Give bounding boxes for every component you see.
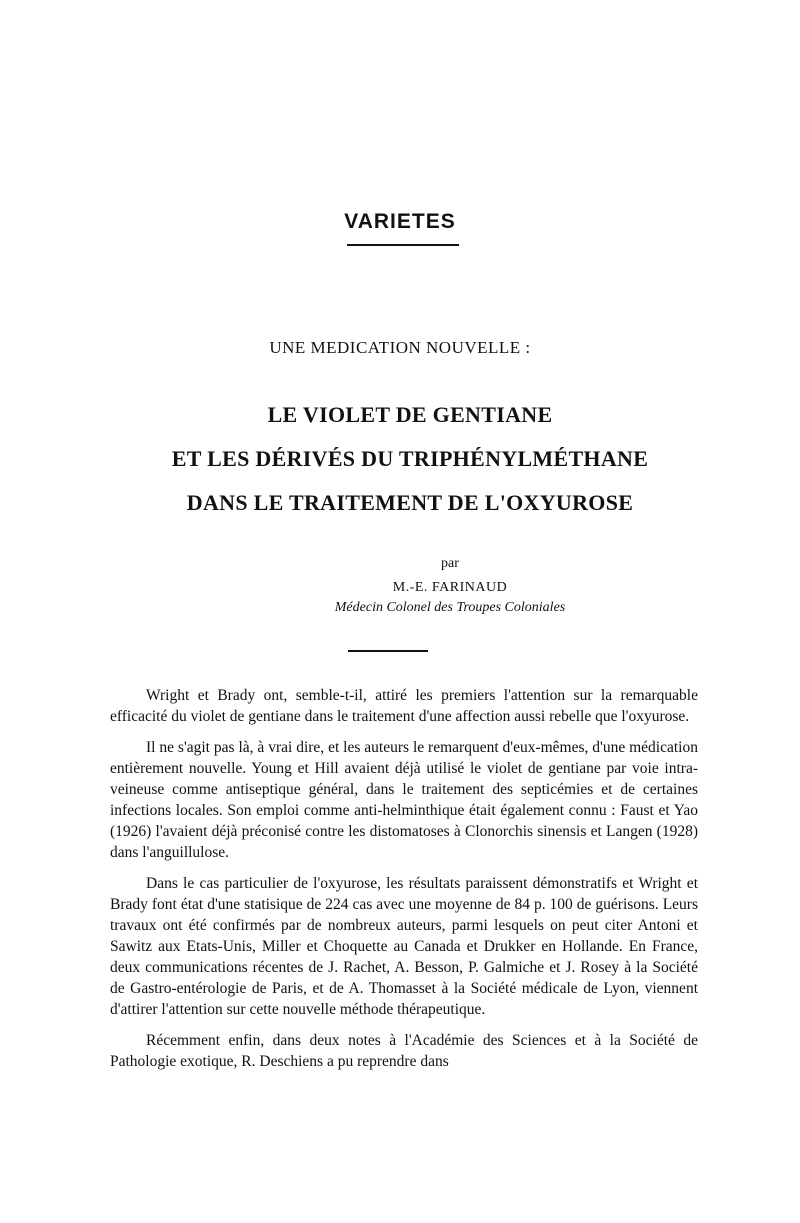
article-kicker: UNE MEDICATION NOUVELLE : <box>269 338 531 357</box>
author-role: Médecin Colonel des Troupes Coloniales <box>334 600 566 615</box>
paragraph-4: Récemment enfin, dans deux notes à l'Académie des Sciences et à la Société de Pathologie exotique, R. Deschiens a pu reprendre dans <box>110 1032 698 1070</box>
article-title-line-1: LE VIOLET DE GENTIANE <box>267 402 553 427</box>
article-title-line-3: DANS LE TRAITEMENT DE L'OXYUROSE <box>186 490 634 515</box>
paragraph-2: Il ne s'agit pas là, à vrai dire, et les auteurs le remarquent d'eux-mêmes, d'une médication entièrement nouvelle. Young et Hill avaient déjà utilisé le violet de gentiane par voie intra-veineuse comme antiseptique général, dans le traitement des septicémies et de certaines infections locales. Son emploi comme anti-helminthique était également connu : Faust et Yao (1926) l'avaient déjà préconisé contre les distomatoses à Clonorchis sinensis et Langen (1928) dans l'anguillulose. <box>110 739 698 861</box>
author-name: M.-E. FARINAUD <box>392 580 508 595</box>
byline-rule <box>348 650 428 652</box>
article-body <box>110 685 698 1082</box>
article-title-line-2: ET LES DÉRIVÉS DU TRIPHÉNYLMÉTHANE <box>171 446 649 471</box>
paragraph-1: Wright et Brady ont, semble-t-il, attiré les premiers l'attention sur la remarquable efficacité du violet de gentiane dans le traitement d'une affection aussi rebelle que l'oxyurose. <box>110 687 698 725</box>
section-title-rule <box>347 244 459 246</box>
byline-par: par <box>441 556 459 571</box>
section-title: VARIETES <box>344 210 456 233</box>
paragraph-3: Dans le cas particulier de l'oxyurose, les résultats paraissent démonstratifs et Wright et Brady font état d'une statisique de 224 cas avec une moyenne de 84 p. 100 de guérisons. Leurs travaux ont été confirmés par de nombreux auteurs, parmi lesquels on peut citer Antoni et Sawitz aux Etats-Unis, Miller et Choquette au Canada et Drukker en Hollande. En France, deux communications récentes de J. Rachet, A. Besson, P. Galmiche et J. Rosey à la Société de Gastro-entérologie de Paris, et de A. Thomasset à la Société médicale de Lyon, viennent d'attirer l'attention sur cette nouvelle méthode thérapeutique. <box>110 875 698 1018</box>
